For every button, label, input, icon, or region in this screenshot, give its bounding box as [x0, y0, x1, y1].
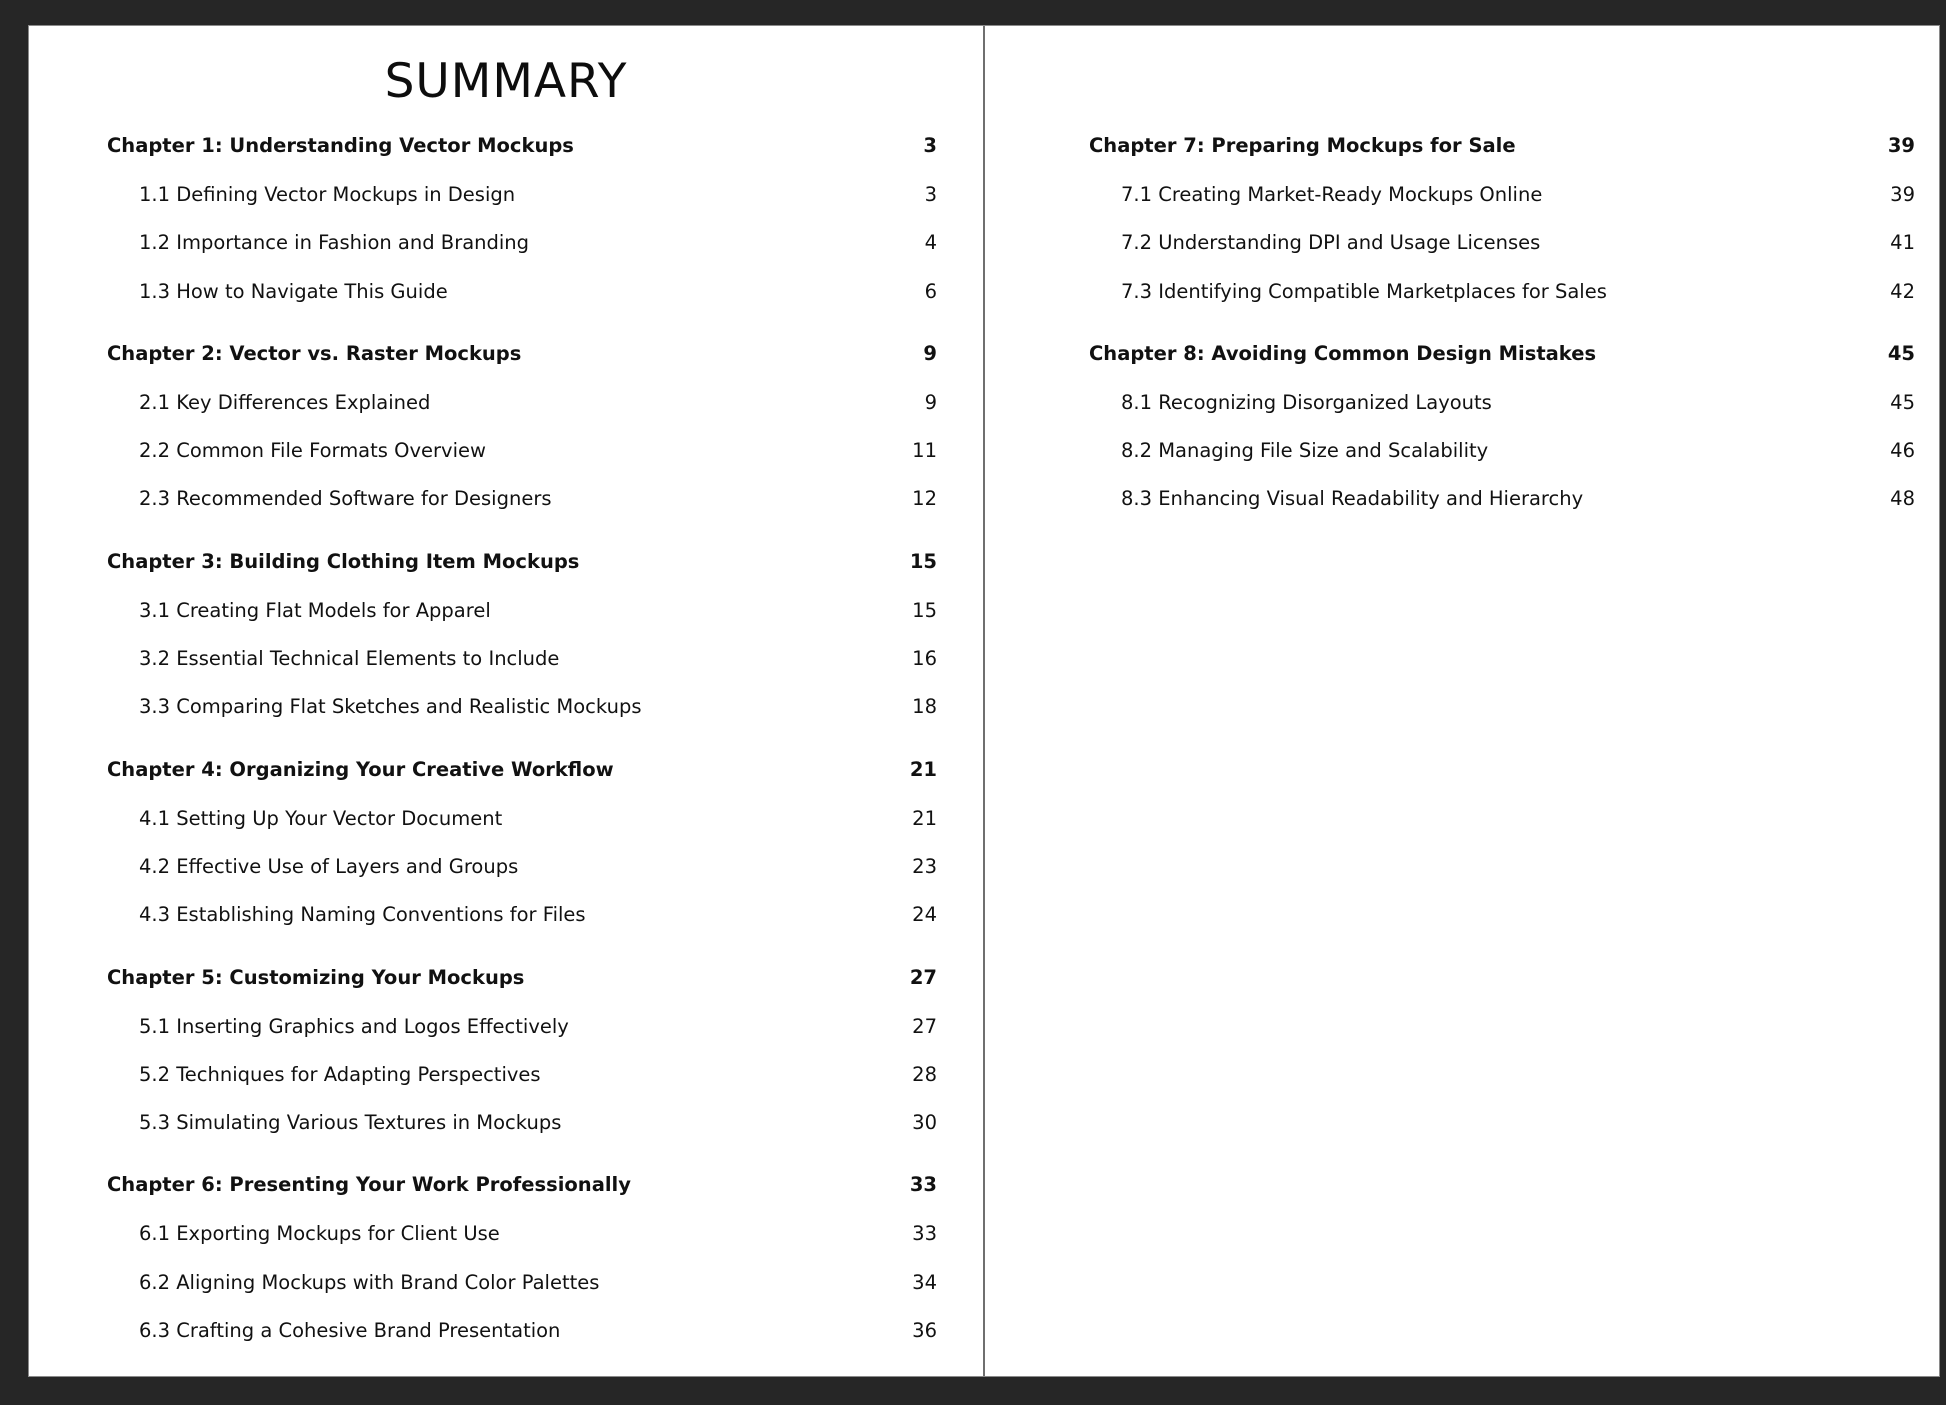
- chapter-entry[interactable]: [107, 134, 937, 183]
- section-entry[interactable]: [107, 599, 937, 647]
- section-page-number: 4: [924, 231, 937, 255]
- section-page-number: 18: [912, 695, 937, 719]
- section-entry[interactable]: [107, 903, 937, 951]
- toc-left: [107, 134, 937, 1381]
- section-entry[interactable]: [1089, 439, 1915, 487]
- section-page-number: 48: [1890, 487, 1915, 511]
- section-title: 2.1 Key Differences Explained: [139, 390, 431, 414]
- chapter-page-number: 45: [1887, 341, 1915, 365]
- right-page: [985, 26, 1941, 1376]
- section-page-number: 30: [912, 1111, 937, 1135]
- section-title: 4.3 Establishing Naming Conventions for Files: [139, 903, 586, 927]
- section-page-number: 6: [924, 279, 937, 303]
- toc-chapter: [107, 134, 937, 328]
- section-entry[interactable]: [107, 807, 937, 855]
- section-entry[interactable]: [107, 231, 937, 279]
- section-entry[interactable]: [107, 391, 937, 439]
- chapter-entry[interactable]: [107, 342, 937, 391]
- section-page-number: 36: [912, 1319, 937, 1343]
- section-title: 6.2 Aligning Mockups with Brand Color Palettes: [139, 1270, 600, 1294]
- chapter-page-number: 3: [923, 134, 937, 157]
- section-entry[interactable]: [107, 1319, 937, 1367]
- chapter-page-number: 15: [909, 549, 937, 573]
- section-page-number: 15: [912, 598, 937, 622]
- chapter-entry[interactable]: [107, 758, 937, 807]
- toc-chapter: [107, 342, 937, 536]
- book-spread: [28, 25, 1940, 1377]
- section-entry[interactable]: [107, 1111, 937, 1159]
- section-page-number: 46: [1890, 439, 1915, 463]
- section-page-number: 33: [912, 1222, 937, 1246]
- section-page-number: 12: [912, 487, 937, 511]
- section-title: 2.3 Recommended Software for Designers: [139, 487, 552, 511]
- section-title: 8.3 Enhancing Visual Readability and Hierarchy: [1121, 487, 1584, 511]
- section-page-number: 27: [912, 1014, 937, 1038]
- section-title: 7.1 Creating Market-Ready Mockups Online: [1121, 183, 1543, 206]
- section-title: 4.2 Effective Use of Layers and Groups: [139, 854, 519, 878]
- chapter-title: Chapter 2: Vector vs. Raster Mockups: [107, 341, 522, 365]
- section-page-number: 9: [924, 390, 937, 414]
- chapter-entry[interactable]: [107, 1173, 937, 1222]
- section-title: 5.1 Inserting Graphics and Logos Effectively: [139, 1014, 569, 1038]
- chapter-title: Chapter 3: Building Clothing Item Mockups: [107, 549, 580, 573]
- section-page-number: 21: [912, 806, 937, 830]
- section-entry[interactable]: [107, 1222, 937, 1270]
- section-page-number: 28: [912, 1062, 937, 1086]
- section-page-number: 16: [912, 647, 937, 671]
- chapter-title: Chapter 5: Customizing Your Mockups: [107, 965, 525, 989]
- chapter-page-number: 27: [909, 965, 937, 989]
- chapter-page-number: 39: [1887, 134, 1915, 157]
- chapter-entry[interactable]: [107, 966, 937, 1015]
- section-entry[interactable]: [107, 487, 937, 535]
- section-title: 3.1 Creating Flat Models for Apparel: [139, 598, 491, 622]
- toc-chapter: [107, 758, 937, 952]
- chapter-title: Chapter 1: Understanding Vector Mockups: [107, 134, 574, 157]
- section-page-number: 34: [912, 1270, 937, 1294]
- section-entry[interactable]: [107, 855, 937, 903]
- section-page-number: 39: [1890, 183, 1915, 206]
- section-page-number: 41: [1890, 231, 1915, 255]
- section-title: 4.1 Setting Up Your Vector Document: [139, 806, 503, 830]
- section-entry[interactable]: [107, 695, 937, 743]
- section-entry[interactable]: [107, 1063, 937, 1111]
- toc-chapter: [107, 550, 937, 744]
- section-entry[interactable]: [1089, 183, 1915, 231]
- section-title: 1.2 Importance in Fashion and Branding: [139, 231, 530, 255]
- toc-chapter: [107, 1173, 937, 1367]
- section-title: 2.2 Common File Formats Overview: [139, 439, 486, 463]
- section-title: 8.1 Recognizing Disorganized Layouts: [1121, 390, 1492, 414]
- section-page-number: 11: [912, 439, 937, 463]
- chapter-page-number: 9: [923, 341, 937, 365]
- section-title: 7.2 Understanding DPI and Usage Licenses: [1121, 231, 1541, 255]
- section-title: 5.3 Simulating Various Textures in Mockups: [139, 1111, 562, 1135]
- section-page-number: 45: [1890, 390, 1915, 414]
- section-title: 8.2 Managing File Size and Scalability: [1121, 439, 1489, 463]
- chapter-title: Chapter 6: Presenting Your Work Professionally: [107, 1173, 631, 1197]
- section-entry[interactable]: [1089, 231, 1915, 279]
- section-title: 3.2 Essential Technical Elements to Include: [139, 647, 560, 671]
- left-page: [29, 26, 983, 1376]
- section-title: 1.3 How to Navigate This Guide: [139, 279, 448, 303]
- section-entry[interactable]: [107, 280, 937, 328]
- chapter-entry[interactable]: [1089, 342, 1915, 391]
- chapter-page-number: 21: [909, 757, 937, 781]
- chapter-entry[interactable]: [1089, 134, 1915, 183]
- section-entry[interactable]: [1089, 280, 1915, 328]
- page-title: SUMMARY: [384, 54, 628, 109]
- toc-chapter: [1089, 342, 1915, 536]
- chapter-entry[interactable]: [107, 550, 937, 599]
- section-title: 6.3 Crafting a Cohesive Brand Presentation: [139, 1319, 561, 1343]
- section-title: 1.1 Defining Vector Mockups in Design: [139, 183, 516, 206]
- chapter-title: Chapter 4: Organizing Your Creative Workflow: [107, 757, 614, 781]
- section-entry[interactable]: [107, 183, 937, 231]
- chapter-title: Chapter 8: Avoiding Common Design Mistakes: [1089, 341, 1597, 365]
- chapter-title: Chapter 7: Preparing Mockups for Sale: [1089, 134, 1516, 157]
- section-page-number: 42: [1890, 279, 1915, 303]
- toc-chapter: [107, 966, 937, 1160]
- toc-chapter: [1089, 134, 1915, 328]
- section-title: 6.1 Exporting Mockups for Client Use: [139, 1222, 500, 1246]
- section-page-number: 23: [912, 854, 937, 878]
- chapter-page-number: 33: [909, 1173, 937, 1197]
- section-entry[interactable]: [107, 1015, 937, 1063]
- section-entry[interactable]: [107, 1271, 937, 1319]
- section-entry[interactable]: [107, 439, 937, 487]
- section-title: 7.3 Identifying Compatible Marketplaces for Sales: [1121, 279, 1607, 303]
- section-entry[interactable]: [1089, 391, 1915, 439]
- section-entry[interactable]: [107, 647, 937, 695]
- section-entry[interactable]: [1089, 487, 1915, 535]
- section-page-number: 24: [912, 903, 937, 927]
- section-title: 3.3 Comparing Flat Sketches and Realistic Mockups: [139, 695, 642, 719]
- toc-right: [1089, 134, 1915, 550]
- section-page-number: 3: [924, 183, 937, 206]
- section-title: 5.2 Techniques for Adapting Perspectives: [139, 1062, 541, 1086]
